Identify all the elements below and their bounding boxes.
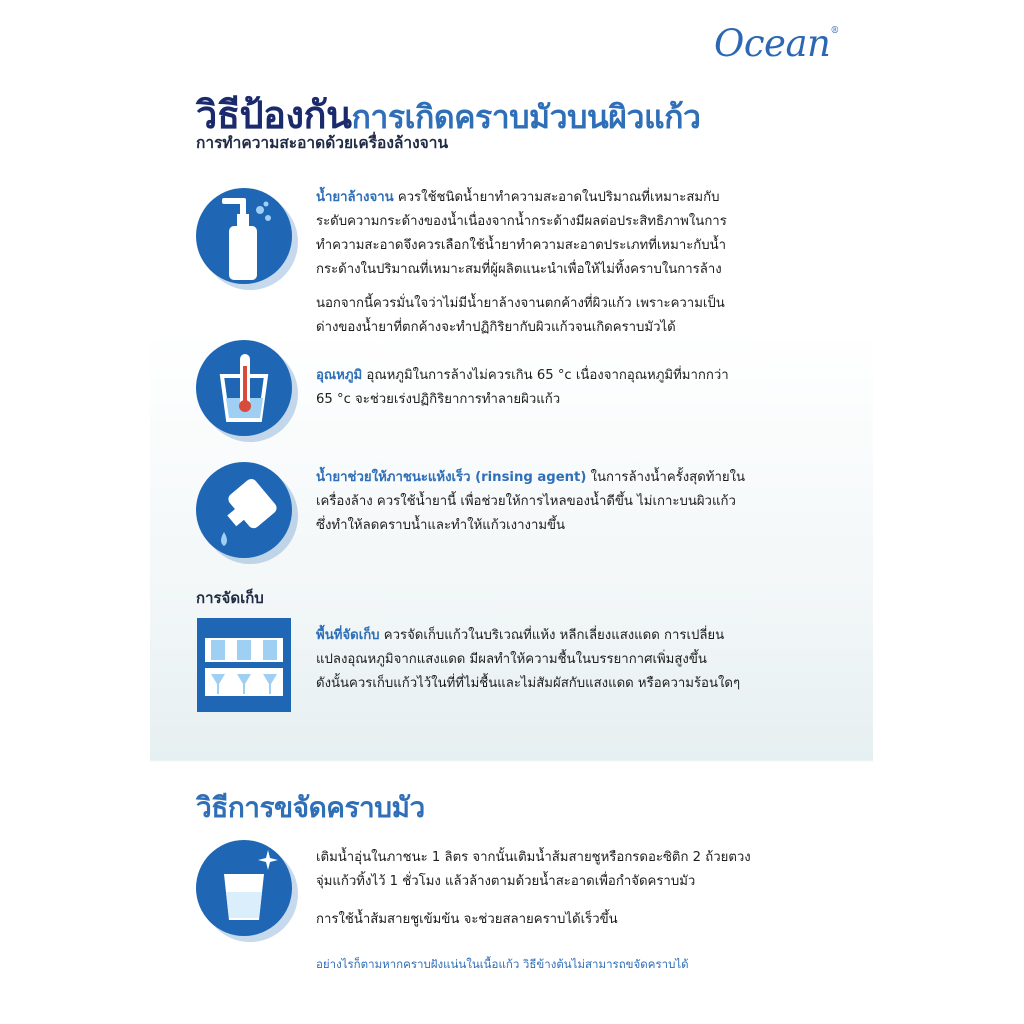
- rinsing-line-2: เครื่องล้าง ควรใช้น้ำยานี้ เพื่อช่วยให้การไหลของน้ำดีขึ้น ไม่เกาะบนผิวแก้ว: [316, 494, 736, 509]
- rinsing-line-3: ซึ่งทำให้ลดคราบน้ำและทำให้แก้วเงางามขึ้น: [316, 518, 566, 533]
- detergent-line-4: กระด้างในปริมาณที่เหมาะสมที่ผู้ผลิตแนะนำเพื่อให้ไม่ทิ้งคราบในการล้าง: [316, 262, 722, 277]
- detergent-line-2: ระดับความกระด้างของน้ำเนื่องจากน้ำกระด้างมีผลต่อประสิทธิภาพในการ: [316, 214, 727, 229]
- sparkling-glass-icon: [196, 840, 292, 936]
- temperature-lead: อุณหภูมิ: [316, 368, 363, 383]
- title-part-1: วิธีป้องกัน: [196, 93, 352, 137]
- storage-line-3: ดังนั้นควรเก็บแก้วไว้ในที่ที่ไม่ชื้นและไม่สัมผัสกับแสงแดด หรือความร้อนใดๆ: [316, 676, 741, 691]
- detergent-lead: น้ำยาล้างจาน: [316, 190, 394, 205]
- rinse-bottle-icon: [196, 462, 292, 558]
- removal-line-1: เติมน้ำอุ่นในภาชนะ 1 ลิตร จากนั้นเติมน้ำส้มสายชูหรือกรดอะซิติก 2 ถ้วยตวง: [316, 850, 751, 865]
- removal-heading: วิธีการขจัดคราบมัว: [196, 791, 425, 824]
- detergent-line-3: ทำความสะอาดจึงควรเลือกใช้น้ำยาทำความสะอาดประเภทที่เหมาะกับน้ำ: [316, 238, 727, 253]
- temperature-line-1: อุณหภูมิ อุณหภูมิในการล้างไม่ควรเกิน 65 °c เนื่องจากอุณหภูมิที่มากกว่า: [316, 368, 729, 383]
- removal-tip: การใช้น้ำส้มสายชูเข้มข้น จะช่วยสลายคราบได้เร็วขึ้น: [316, 912, 618, 927]
- detergent-extra-line-1: นอกจากนี้ควรมั่นใจว่าไม่มีน้ำยาล้างจานตกค้างที่ผิวแก้ว เพราะความเป็น: [316, 296, 725, 311]
- rinsing-paragraph: [316, 466, 846, 538]
- title-part-2: การเกิดคราบมัวบนผิวแก้ว: [351, 98, 701, 136]
- detergent-extra-line-2: ด่างของน้ำยาที่ตกค้างจะทำปฏิกิริยากับผิวแก้วจนเกิดคราบมัวได้: [316, 320, 676, 335]
- ocean-logo: Ocean®: [714, 22, 839, 65]
- rinsing-lead: น้ำยาช่วยให้ภาชนะแห้งเร็ว (rinsing agent): [316, 470, 587, 485]
- temperature-line-2: 65 °c จะช่วยเร่งปฏิกิริยาการทำลายผิวแก้ว: [316, 392, 561, 407]
- storage-line-2: แปลงอุณหภูมิจากแสงแดด มีผลทำให้ความชื้นในบรรยากาศเพิ่มสูงขึ้น: [316, 652, 707, 667]
- detergent-paragraph: [316, 186, 836, 340]
- soap-bottle-icon: [196, 188, 292, 284]
- storage-lead: พื้นที่จัดเก็บ: [316, 628, 380, 643]
- thermometer-glass-icon: [196, 340, 292, 436]
- storage-line-1: พื้นที่จัดเก็บ ควรจัดเก็บแก้วในบริเวณที่แห้ง หลีกเลี่ยงแสงแดด การเปลี่ยน: [316, 628, 725, 643]
- removal-note: อย่างไรก็ตามหากคราบฝังแน่นในเนื้อแก้ว วิธีข้างต้นไม่สามารถขจัดคราบได้: [316, 957, 689, 971]
- removal-paragraph: [316, 846, 846, 932]
- glass-shelf-icon: [197, 618, 291, 712]
- page-subtitle: การทำความสะอาดด้วยเครื่องล้างจาน: [196, 134, 449, 152]
- rinsing-line-1: น้ำยาช่วยให้ภาชนะแห้งเร็ว (rinsing agent) ในการล้างน้ำครั้งสุดท้ายใน: [316, 470, 746, 485]
- detergent-line-1: น้ำยาล้างจาน ควรใช้ชนิดน้ำยาทำความสะอาดในปริมาณที่เหมาะสมกับ: [316, 190, 720, 205]
- storage-label: การจัดเก็บ: [196, 589, 264, 607]
- storage-paragraph: [316, 624, 846, 696]
- temperature-paragraph: [316, 364, 836, 412]
- removal-line-2: จุ่มแก้วทิ้งไว้ 1 ชั่วโมง แล้วล้างตามด้วยน้ำสะอาดเพื่อกำจัดคราบมัว: [316, 874, 696, 889]
